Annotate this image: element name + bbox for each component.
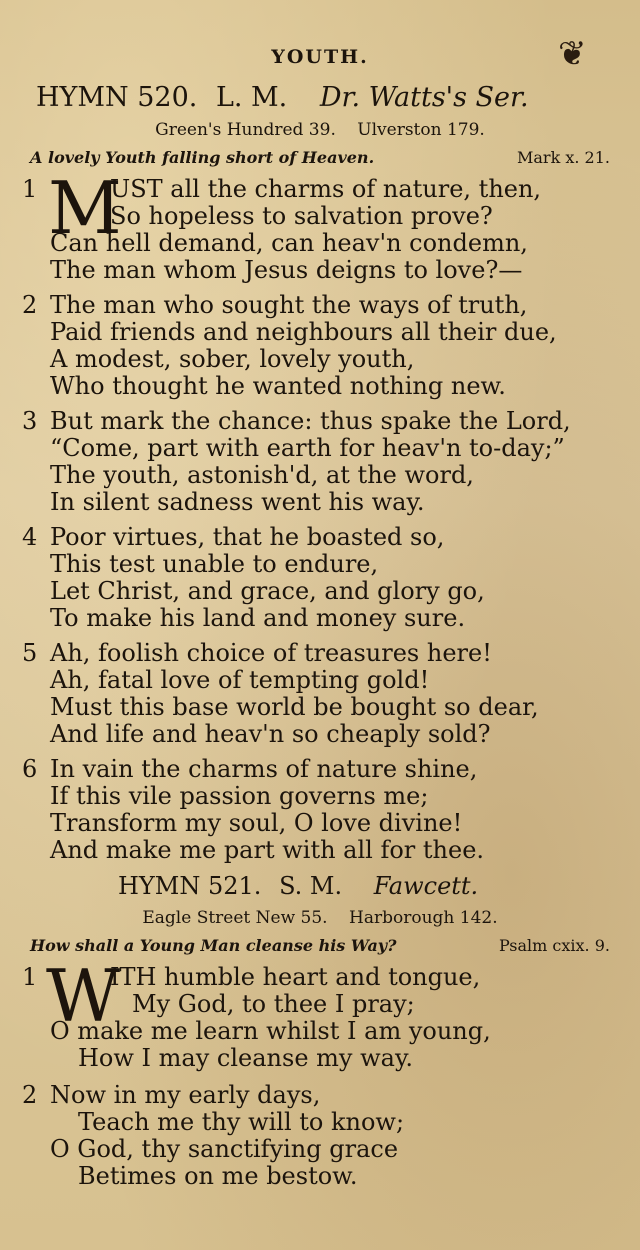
verse-line: The man whom Jesus deigns to love?— bbox=[50, 256, 523, 284]
verse-line: In silent sadness went his way. bbox=[50, 488, 425, 516]
drop-cap: W bbox=[46, 954, 121, 1038]
stanza-3 bbox=[22, 408, 632, 516]
hymn-meter: S. M. bbox=[279, 872, 343, 900]
hymn-520-subject bbox=[30, 148, 610, 167]
verse-line: 4 Poor virtues, that he boasted so, bbox=[22, 523, 445, 551]
subject-text: How shall a Young Man cleanse his Way? bbox=[30, 936, 397, 955]
ornament-icon: ❦ bbox=[558, 34, 587, 74]
stanza-number: 4 bbox=[22, 523, 38, 551]
tune-name: Green's Hundred 39. bbox=[155, 120, 336, 140]
verse-line: To make his land and money sure. bbox=[50, 604, 466, 632]
verse-line: And life and heav'n so cheaply sold? bbox=[50, 720, 491, 748]
verse-line: So hopeless to salvation prove? bbox=[110, 202, 493, 230]
drop-cap: M bbox=[48, 166, 122, 250]
verse-line: 1 ITH humble heart and tongue, bbox=[22, 963, 481, 991]
stanza-2 bbox=[22, 292, 632, 400]
stanza-4 bbox=[22, 524, 632, 632]
verse-line: O God, thy sanctifying grace bbox=[50, 1135, 399, 1163]
verse-line: Teach me thy will to know; bbox=[78, 1108, 405, 1136]
verse-line: 2 Now in my early days, bbox=[22, 1081, 321, 1109]
hymn-521-title bbox=[118, 872, 478, 900]
verse-line: The youth, astonish'd, at the word, bbox=[50, 461, 474, 489]
stanza-number: 1 bbox=[22, 175, 38, 203]
verse-line: If this vile passion governs me; bbox=[50, 782, 429, 810]
stanza-number: 2 bbox=[22, 1081, 38, 1109]
hymn-520-tunes bbox=[0, 120, 640, 140]
verse-line: 1 UST all the charms of nature, then, bbox=[22, 175, 542, 203]
verse-line: Must this base world be bought so dear, bbox=[50, 693, 539, 721]
hymn-number: HYMN 520. bbox=[36, 82, 198, 113]
hymn-520-title bbox=[36, 82, 529, 113]
verse-line: 6 In vain the charms of nature shine, bbox=[22, 755, 478, 783]
hymn-521-tunes bbox=[0, 908, 640, 928]
verse-line: 2 The man who sought the ways of truth, bbox=[22, 291, 528, 319]
verse-line: 5 Ah, foolish choice of treasures here! bbox=[22, 639, 492, 667]
stanza-1 bbox=[22, 166, 632, 284]
verse-line: Can hell demand, can heav'n condemn, bbox=[50, 229, 528, 257]
verse-line: O make me learn whilst I am young, bbox=[50, 1017, 491, 1045]
scripture-reference: Psalm cxix. 9. bbox=[498, 936, 610, 955]
tune-name: Eagle Street New 55. bbox=[142, 908, 328, 928]
stanza-5 bbox=[22, 640, 632, 748]
verse-line: Who thought he wanted nothing new. bbox=[50, 372, 506, 400]
stanza-521-2 bbox=[22, 1082, 632, 1190]
verse-line: Paid friends and neighbours all their due, bbox=[50, 318, 557, 346]
stanza-number: 5 bbox=[22, 639, 38, 667]
verse-line: Let Christ, and grace, and glory go, bbox=[50, 577, 485, 605]
hymn-author: Fawcett. bbox=[373, 872, 479, 900]
verse-line: 3 But mark the chance: thus spake the Lord, bbox=[22, 407, 571, 435]
stanza-521-1 bbox=[22, 954, 632, 1072]
verse-line: My God, to thee I pray; bbox=[132, 990, 415, 1018]
subject-text: A lovely Youth falling short of Heaven. bbox=[30, 148, 375, 167]
verse-line: Betimes on me bestow. bbox=[78, 1162, 358, 1190]
running-head: YOUTH. bbox=[271, 46, 369, 68]
tune-name: Harborough 142. bbox=[349, 908, 498, 928]
stanza-number: 1 bbox=[22, 963, 38, 991]
scripture-reference: Mark x. 21. bbox=[517, 148, 610, 167]
verse-line: A modest, sober, lovely youth, bbox=[50, 345, 415, 373]
verse-line: “Come, part with earth for heav'n to-day;” bbox=[50, 434, 565, 462]
stanza-6 bbox=[22, 756, 632, 864]
hymn-521-subject bbox=[30, 936, 610, 955]
verse-line: Ah, fatal love of tempting gold! bbox=[50, 666, 430, 694]
stanza-number: 3 bbox=[22, 407, 38, 435]
hymn-author: Dr. Watts's Ser. bbox=[319, 82, 529, 113]
stanza-number: 2 bbox=[22, 291, 38, 319]
tune-name: Ulverston 179. bbox=[357, 120, 485, 140]
verse-line: Transform my soul, O love divine! bbox=[50, 809, 463, 837]
hymn-number: HYMN 521. bbox=[118, 872, 262, 900]
hymn-meter: L. M. bbox=[215, 82, 288, 113]
verse-line: How I may cleanse my way. bbox=[78, 1044, 413, 1072]
stanza-number: 6 bbox=[22, 755, 38, 783]
verse-line: And make me part with all for thee. bbox=[50, 836, 485, 864]
verse-line: This test unable to endure, bbox=[50, 550, 379, 578]
